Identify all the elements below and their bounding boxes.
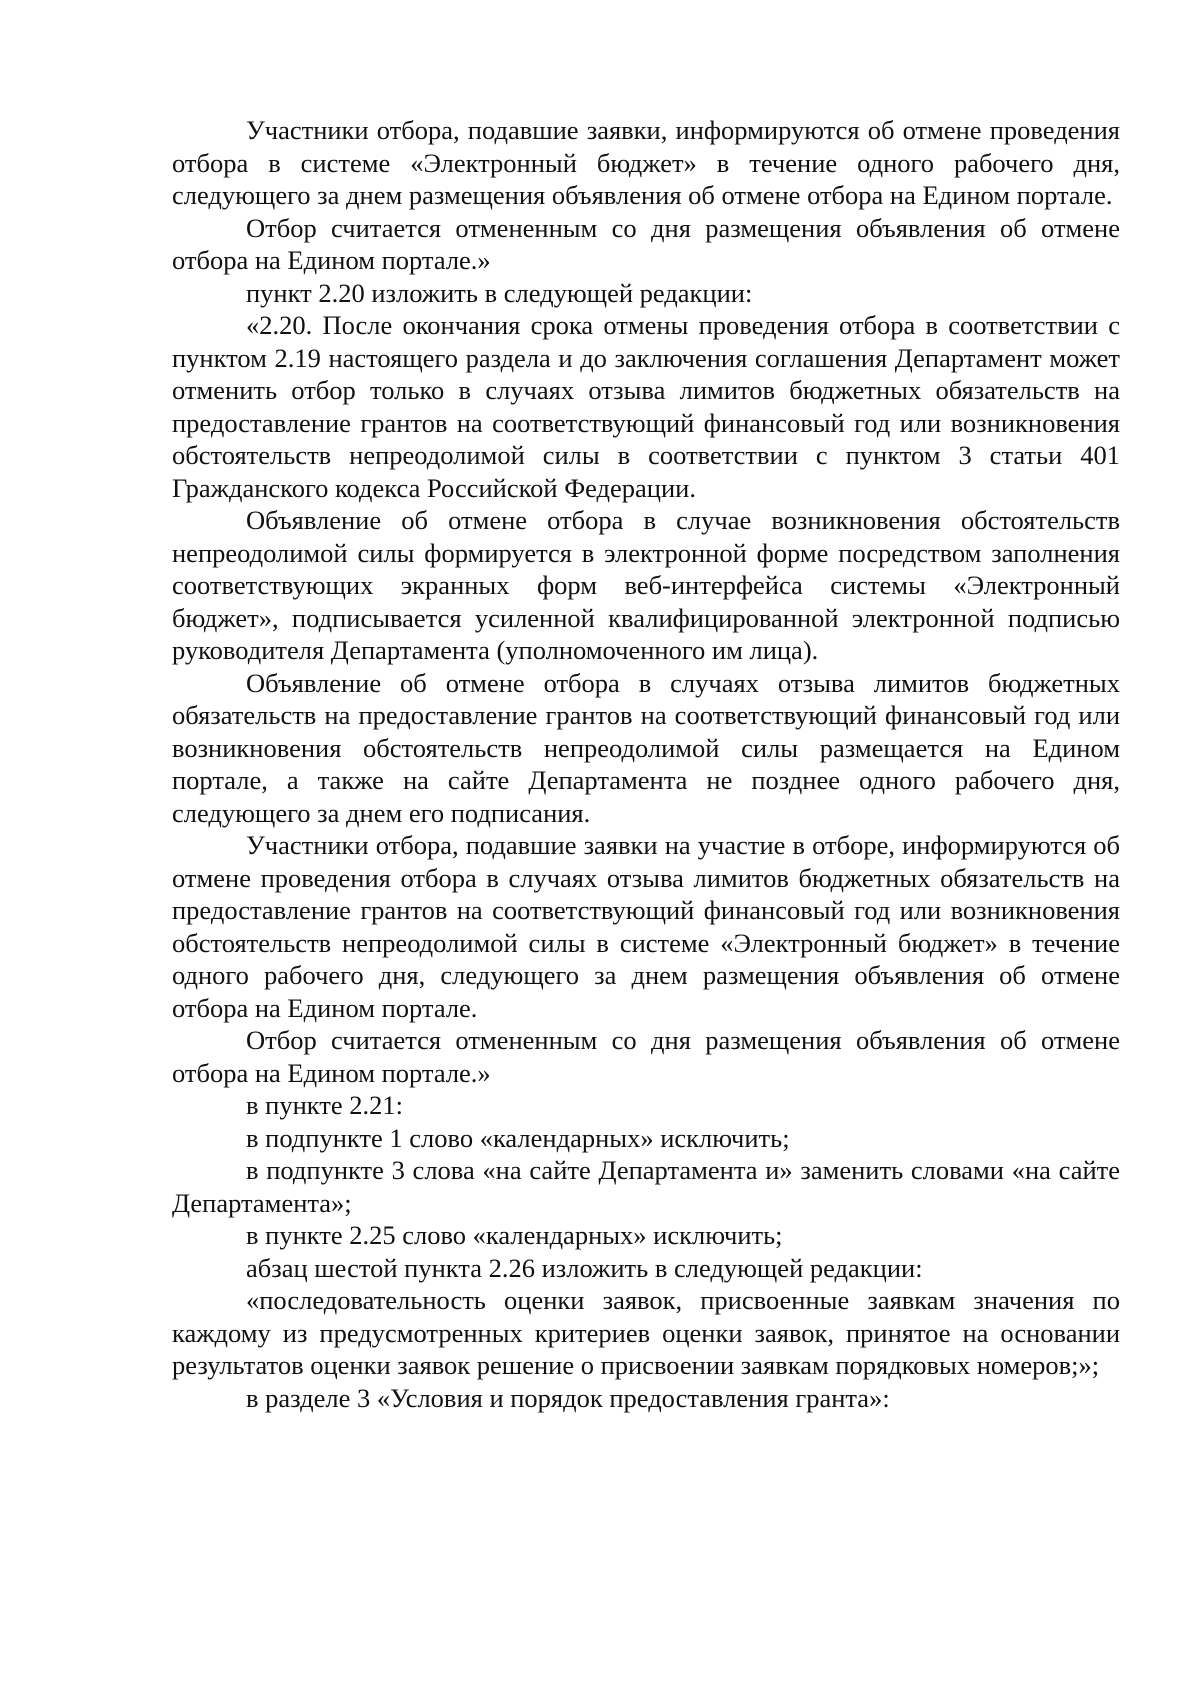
paragraph-subitem-3: в подпункте 3 слова «на сайте Департамента и» заменить словами «на сайте Департамента»;	[172, 1155, 1120, 1218]
paragraph-item-2-26-intro: абзац шестой пункта 2.26 изложить в следующей редакции:	[246, 1252, 923, 1283]
paragraph-item-2-20-intro: пункт 2.20 изложить в следующей редакции:	[246, 277, 753, 308]
paragraph-force-majeure-announcement: Объявление об отмене отбора в случае возникновения обстоятельств непреодолимой силы формируется в электронной форме посредством заполнения соответствующих экранных форм веб-интерфейса системы «Электронный бюджет», подписывается усиленной квалифицированной электронной подписью руководителя Департамента (уполномоченного им лица).	[172, 505, 1120, 665]
paragraph-participants-notified: Участники отбора, подавшие заявки, информируются об отмене проведения отбора в системе «Электронный бюджет» в течение одного рабочего дня, следующего за днем размещения объявления об отмене отбора на Едином портале.	[172, 115, 1120, 210]
paragraph-section-3: в разделе 3 «Условия и порядок предоставления гранта»:	[246, 1382, 890, 1413]
paragraph-selection-cancelled-2: Отбор считается отмененным со дня размещения объявления об отмене отбора на Едином портале.»	[172, 1025, 1120, 1088]
document-page	[172, 114, 1120, 1414]
paragraph-item-2-25: в пункте 2.25 слово «календарных» исключить;	[246, 1220, 783, 1250]
paragraph-item-2-26-text: «последовательность оценки заявок, присвоенные заявкам значения по каждому из предусмотренных критериев оценки заявок, принятое на основании результатов оценки заявок решение о присвоении заявкам порядковых номеров;»;	[172, 1285, 1120, 1380]
paragraph-item-2-20: «2.20. После окончания срока отмены проведения отбора в соответствии с пунктом 2.19 настоящего раздела и до заключения соглашения Департамент может отменить отбор только в случаях отзыва лимитов бюджетных обязательств на предоставление грантов на соответствующий финансовый год или возникновения обстоятельств непреодолимой силы в соответствии с пунктом 3 статьи 401 Гражданского кодекса Российской Федерации.	[172, 310, 1120, 503]
paragraph-selection-cancelled: Отбор считается отмененным со дня размещения объявления об отмене отбора на Едином портале.»	[172, 212, 1120, 275]
paragraph-subitem-1: в подпункте 1 слово «календарных» исключить;	[246, 1122, 790, 1153]
paragraph-item-2-21: в пункте 2.21:	[246, 1090, 403, 1120]
paragraph-participants-informed: Участники отбора, подавшие заявки на участие в отборе, информируются об отмене проведения отбора в случаях отзыва лимитов бюджетных обязательств на предоставление грантов на соответствующий финансовый год или возникновения обстоятельств непреодолимой силы в системе «Электронный бюджет» в течение одного рабочего дня, следующего за днем размещения объявления об отмене отбора на Едином портале.	[172, 830, 1120, 1023]
paragraph-announcement-placement: Объявление об отмене отбора в случаях отзыва лимитов бюджетных обязательств на предоставление грантов на соответствующий финансовый год или возникновения обстоятельств непреодолимой силы размещается на Едином портале, а также на сайте Департамента не позднее одного рабочего дня, следующего за днем его подписания.	[172, 667, 1120, 828]
